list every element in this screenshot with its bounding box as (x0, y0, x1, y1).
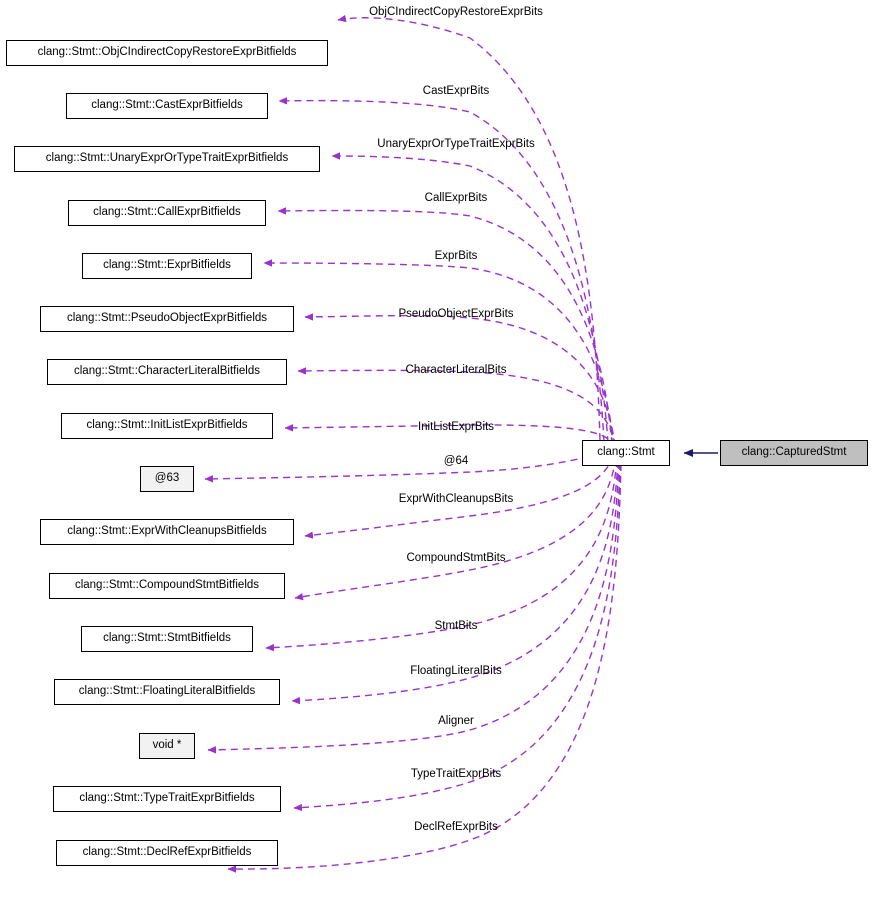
edge-label-aligner (438, 715, 474, 727)
edge-label-text: @64 (443, 455, 469, 467)
edge-label-text: UnaryExprOrTypeTraitExprBits (377, 138, 535, 150)
edge-label-unary-expr-or-type-trait-expr-bits (377, 138, 534, 150)
node-label: clang::Stmt::UnaryExprOrTypeTraitExprBitfields (45, 152, 289, 165)
edge-label-text: FloatingLiteralBits (410, 665, 502, 677)
edge-label-text: CallExprBits (424, 192, 488, 204)
node-label: clang::Stmt::FloatingLiteralBitfields (78, 685, 256, 698)
node-label: clang::Stmt::TypeTraitExprBitfields (79, 792, 255, 805)
edge-label-text: ExprBits (434, 250, 478, 262)
node-type-trait-expr-bitfields[interactable] (53, 786, 281, 812)
node-label: clang::Stmt::InitListExprBitfields (86, 419, 248, 432)
node-label: clang::Stmt::ObjCIndirectCopyRestoreExprBitfields (37, 46, 297, 59)
node-label: clang::Stmt::StmtBitfields (103, 632, 231, 645)
edge-label-objc-indirect-copy-restore-expr-bits (369, 6, 543, 18)
node-clang-captured-stmt[interactable] (720, 440, 868, 466)
edge-label-text: DeclRefExprBits (414, 821, 498, 833)
node-expr-with-cleanups-bitfields[interactable] (40, 519, 294, 545)
edge-label-character-literal-bits (406, 364, 507, 376)
node-floating-literal-bitfields[interactable] (54, 679, 280, 705)
node-expr-bitfields[interactable] (82, 253, 252, 279)
node-label: void * (152, 739, 182, 752)
node-init-list-expr-bitfields[interactable] (61, 413, 273, 439)
node-label: clang::Stmt::ExprWithCleanupsBitfields (67, 525, 267, 538)
node-label: clang::Stmt (597, 446, 655, 459)
edge-label-text: InitListExprBits (417, 421, 495, 433)
node-compound-stmt-bitfields[interactable] (49, 573, 285, 599)
edge-label-text: Aligner (438, 715, 474, 727)
node-clang-stmt[interactable] (582, 440, 670, 466)
node-label: clang::CapturedStmt (741, 446, 847, 459)
node-decl-ref-expr-bitfields[interactable] (56, 840, 278, 866)
node-objc-indirect-copy-restore-expr-bitfields[interactable] (6, 40, 328, 66)
edge-label-floating-literal-bits (410, 665, 501, 677)
node-stmt-bitfields[interactable] (81, 626, 253, 652)
edge-label-stmt-bits (435, 620, 478, 632)
node-call-expr-bitfields[interactable] (68, 200, 266, 226)
node-pseudo-object-expr-bitfields[interactable] (40, 306, 294, 332)
node-label: clang::Stmt::CharacterLiteralBitfields (74, 365, 260, 378)
edge-label-text: ObjCIndirectCopyRestoreExprBits (369, 6, 543, 18)
edge-label-compound-stmt-bits (406, 552, 505, 564)
node-anon-63[interactable] (140, 466, 194, 492)
edge-label-type-trait-expr-bits (411, 768, 501, 780)
node-label: clang::Stmt::PseudoObjectExprBitfields (66, 312, 268, 325)
edge-label-text: CompoundStmtBits (406, 552, 506, 564)
edge-label-expr-with-cleanups-bits (399, 493, 513, 505)
node-label: clang::Stmt::DeclRefExprBitfields (82, 846, 252, 859)
edge-label-text: CharacterLiteralBits (405, 364, 507, 376)
node-unary-expr-or-type-trait-expr-bitfields[interactable] (14, 146, 320, 172)
edge-label-pseudo-object-expr-bits (398, 308, 513, 320)
node-label: clang::Stmt::ExprBitfields (103, 259, 231, 272)
edge-label-anon-64 (444, 455, 468, 467)
edge-label-expr-bits (435, 250, 478, 262)
node-cast-expr-bitfields[interactable] (66, 93, 268, 119)
node-label: clang::Stmt::CompoundStmtBitfields (74, 579, 260, 592)
edge-label-decl-ref-expr-bits (414, 821, 498, 833)
edge-label-text: PseudoObjectExprBits (398, 308, 514, 320)
edge-label-call-expr-bits (425, 192, 488, 204)
edge-label-text: StmtBits (434, 620, 478, 632)
node-character-literal-bitfields[interactable] (47, 359, 287, 385)
node-label: clang::Stmt::CallExprBitfields (93, 206, 241, 219)
edge-label-text: ExprWithCleanupsBits (398, 493, 514, 505)
node-label: clang::Stmt::CastExprBitfields (91, 99, 243, 112)
node-label: @63 (154, 472, 180, 485)
edge-label-text: CastExprBits (422, 85, 490, 97)
node-void-pointer[interactable] (139, 733, 195, 759)
edge-label-init-list-expr-bits (418, 421, 494, 433)
edge-label-cast-expr-bits (423, 85, 489, 97)
edge-label-text: TypeTraitExprBits (410, 768, 502, 780)
